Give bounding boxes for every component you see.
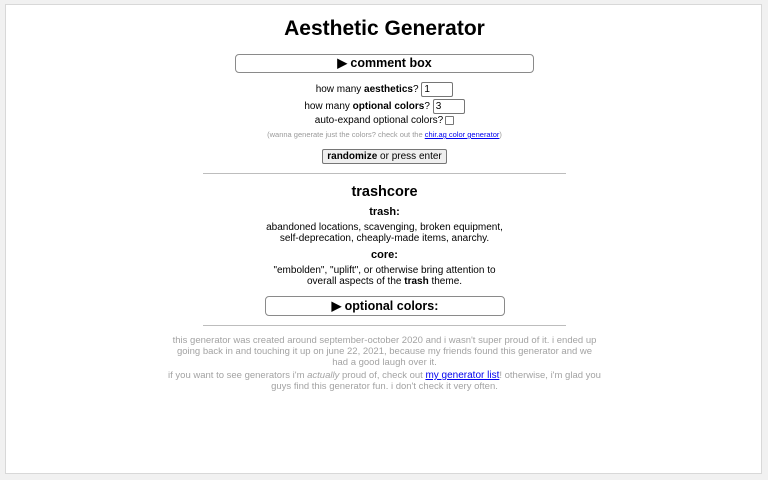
footer-note: this generator was created around september-october 2020 and i wasn't super proud of it. i ended up going back in and touching it up on june 22, 2021, because my friends found this generator and we had a good laugh over it.	[172, 335, 597, 368]
divider-bottom	[203, 325, 566, 326]
autoexpand-label: auto-expand optional colors?	[314, 115, 444, 126]
comment-box-toggle[interactable]	[235, 54, 534, 73]
optional-colors-toggle[interactable]	[265, 296, 505, 316]
aesthetics-count-row	[6, 82, 763, 97]
comment-box-label: ▶ comment box	[337, 56, 432, 70]
autoexpand-checkbox[interactable]	[445, 116, 454, 125]
footer-links-note: if you want to see generators i'm actually proud of, check out my generator list! otherwise, i'm glad you guys find this generator fun. i don't check it very often.	[168, 370, 601, 392]
aesthetic-name: trashcore	[351, 184, 418, 200]
randomize-row	[6, 149, 763, 164]
colors-count-label: how many optional colors?	[304, 101, 430, 113]
generator-list-link[interactable]: my generator list	[425, 370, 500, 381]
core-description: "embolden", "uplift", or otherwise bring attention to overall aspects of the trash theme.	[273, 265, 496, 287]
trash-heading: trash:	[369, 206, 400, 218]
color-generator-link[interactable]: chir.ag color generator	[424, 130, 500, 139]
page-title: Aesthetic Generator	[284, 17, 485, 40]
core-heading: core:	[371, 249, 398, 261]
randomize-button[interactable]: randomize or press enter	[322, 149, 447, 164]
colors-count-input[interactable]: 3	[433, 99, 465, 114]
color-generator-hint: (wanna generate just the colors? check out the chir.ag color generator)	[267, 130, 502, 139]
divider-top	[203, 173, 566, 174]
page-container	[5, 4, 762, 474]
trash-description: abandoned locations, scavenging, broken equipment, self-deprecation, cheaply-made items, anarchy.	[266, 222, 503, 244]
aesthetics-count-label: how many aesthetics?	[315, 84, 419, 96]
colors-count-row	[6, 99, 763, 114]
aesthetics-count-input[interactable]: 1	[421, 82, 453, 97]
autoexpand-row	[6, 114, 763, 128]
optional-colors-label: ▶ optional colors:	[331, 299, 439, 313]
